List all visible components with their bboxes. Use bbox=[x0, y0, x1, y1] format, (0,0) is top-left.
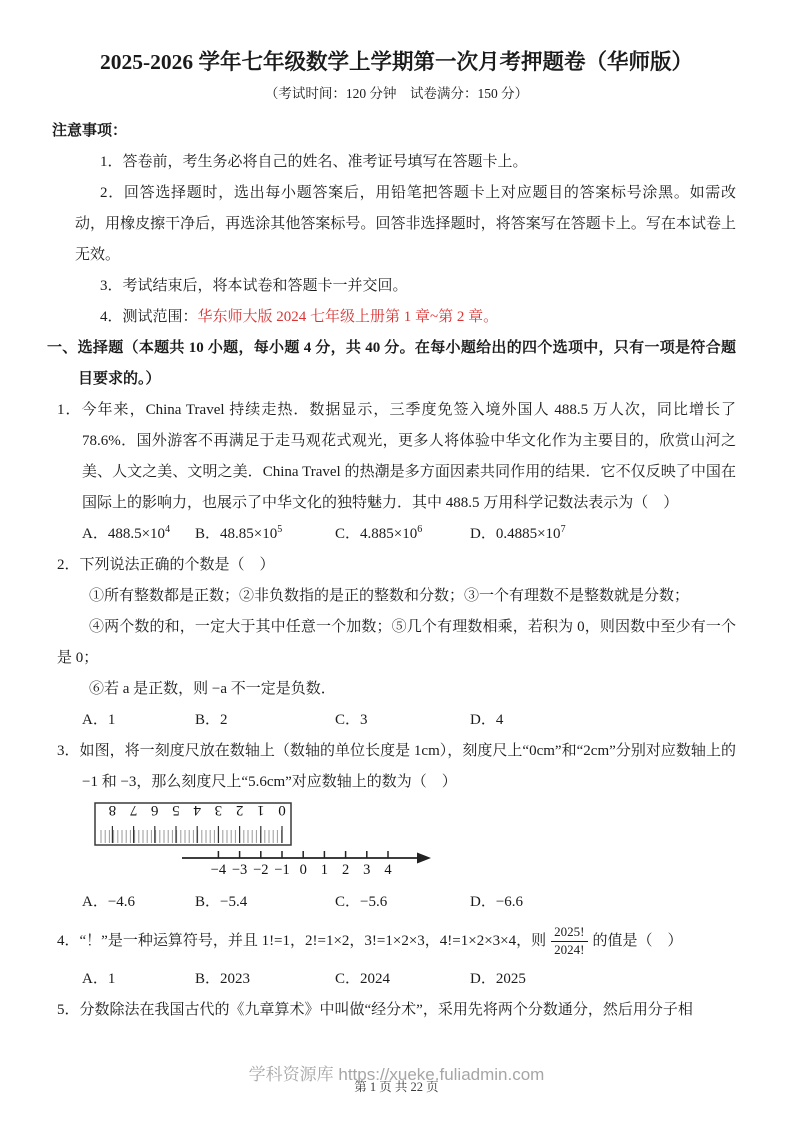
question-2-statements-1: ①所有整数都是正数；②非负数指的是正的整数和分数；③一个有理数不是整数就是分数； bbox=[89, 588, 690, 604]
svg-text:0: 0 bbox=[278, 802, 286, 818]
svg-text:−1: −1 bbox=[274, 862, 290, 878]
svg-text:7: 7 bbox=[129, 802, 138, 818]
option-value: 4.885×10 bbox=[360, 526, 418, 542]
notice-item-3: 3．考试结束后，将本试卷和答题卡一并交回。 bbox=[100, 278, 408, 294]
svg-text:3: 3 bbox=[363, 862, 371, 878]
page-title: 2025-2026 学年七年级数学上学期第一次月考押题卷（华师版） bbox=[99, 50, 694, 74]
option-a bbox=[82, 705, 195, 736]
section-1-heading: 一、选择题（本题共 10 小题，每小题 4 分，共 40 分。在每小题给出的四个选项中，只有一项是符合题目要求的。） bbox=[47, 340, 736, 387]
question-4-options bbox=[57, 964, 736, 995]
svg-text:8: 8 bbox=[108, 802, 117, 818]
option-value: 3 bbox=[360, 712, 368, 728]
option-d bbox=[470, 964, 526, 995]
option-a bbox=[82, 887, 195, 918]
option-label: A． bbox=[82, 894, 108, 910]
option-label: D． bbox=[470, 712, 496, 728]
question-1: 1．今年来，China Travel 持续走热．数据显示，三季度免签入境外国人 488.5 万人次，同比增长了 78.6%．国外游客不再满足于走马观花式观光，更多人将体验中华文化作为主要目的，欣赏山河之美、人文之美、文明之美．China Travel 的热潮是多方面因素共同作用的结果．它不仅反映了中国在国际上的影响力，也展示了中华文化的独特魅力．其中 488.5 万用科学记数法表示为（ ） bbox=[57, 402, 736, 511]
option-value: −4.6 bbox=[107, 894, 136, 910]
svg-text:4: 4 bbox=[193, 802, 201, 818]
notice-item-1: 1．答卷前，考生务必将自己的姓名、准考证号填写在答题卡上。 bbox=[100, 154, 528, 170]
option-value: 0.4885×10 bbox=[495, 526, 561, 542]
option-c bbox=[335, 964, 470, 995]
svg-text:0: 0 bbox=[299, 862, 307, 878]
option-b bbox=[195, 705, 335, 736]
option-exponent: 5 bbox=[277, 524, 283, 535]
option-value: 488.5×10 bbox=[107, 526, 166, 542]
svg-text:6: 6 bbox=[151, 802, 159, 818]
option-label: C． bbox=[335, 712, 361, 728]
option-value: 48.85×10 bbox=[220, 526, 278, 542]
option-label: B． bbox=[195, 526, 221, 542]
option-value: −5.4 bbox=[220, 894, 248, 910]
notice-item-2: 2．回答选择题时，选出每小题答案后，用铅笔把答题卡上对应题目的答案标号涂黑。如需改动，用橡皮擦干净后，再选涂其他答案标号。回答非选择题时，将答案写在答题卡上。写在本试卷上无效。 bbox=[75, 185, 736, 263]
notice-item-4-scope: 华东师大版 2024 七年级上册第 1 章~第 2 章。 bbox=[197, 309, 499, 325]
question-2-options bbox=[57, 705, 736, 736]
option-label: B． bbox=[195, 971, 221, 987]
option-label: C． bbox=[335, 526, 361, 542]
watermark-text: 学科资源库 https://xueke.fuliadmin.com bbox=[248, 1065, 545, 1084]
option-label: D． bbox=[470, 971, 496, 987]
option-c bbox=[335, 519, 470, 550]
option-b bbox=[195, 519, 335, 550]
question-1-options bbox=[57, 519, 736, 550]
question-3-options bbox=[57, 887, 736, 918]
svg-text:4: 4 bbox=[384, 862, 392, 878]
question-2-statements-3: ⑥若 a 是正数，则 −a 不一定是负数． bbox=[89, 681, 336, 697]
option-exponent: 6 bbox=[417, 524, 423, 535]
q3-number-line-figure bbox=[75, 800, 447, 880]
option-b bbox=[195, 887, 335, 918]
svg-text:−3: −3 bbox=[231, 862, 248, 878]
option-label: D． bbox=[470, 894, 496, 910]
notice-heading: 注意事项： bbox=[52, 123, 128, 139]
q4-text-after-fraction: 的值是（ ） bbox=[592, 932, 683, 949]
option-value: −6.6 bbox=[495, 894, 524, 910]
option-label: A． bbox=[82, 971, 108, 987]
svg-text:3: 3 bbox=[214, 802, 223, 818]
fraction-denominator: 2024! bbox=[554, 941, 585, 957]
option-label: A． bbox=[82, 526, 108, 542]
option-value: 1 bbox=[107, 712, 116, 728]
option-d bbox=[470, 887, 523, 918]
option-d bbox=[470, 705, 503, 736]
option-value: 2024 bbox=[360, 971, 391, 987]
q4-fraction bbox=[551, 924, 587, 958]
question-2: 2．下列说法正确的个数是（ ） bbox=[57, 557, 275, 573]
question-4 bbox=[57, 918, 736, 964]
notice-item-4 bbox=[57, 302, 736, 333]
option-label: A． bbox=[82, 712, 108, 728]
fraction-numerator: 2025! bbox=[551, 924, 587, 941]
option-label: B． bbox=[195, 894, 221, 910]
option-label: D． bbox=[470, 526, 496, 542]
question-2-statements-2: ④两个数的和，一定大于其中任意一个加数；⑤几个有理数相乘，若积为 0，则因数中至少有一个是 0； bbox=[57, 619, 736, 666]
svg-text:−4: −4 bbox=[210, 862, 227, 878]
option-c bbox=[335, 887, 470, 918]
notice-item-4-prefix: 4．测试范围： bbox=[100, 309, 198, 325]
q4-text-before-fraction: 4．“！”是一种运算符号，并且 1!=1，2!=1×2，3!=1×2×3，4!=1×2×3×4，则 bbox=[57, 932, 547, 949]
option-label: C． bbox=[335, 894, 361, 910]
svg-text:−2: −2 bbox=[253, 862, 269, 878]
svg-text:2: 2 bbox=[235, 802, 244, 818]
page-number: 第 1 页 共 22 页 bbox=[354, 1080, 439, 1094]
option-exponent: 7 bbox=[560, 524, 566, 535]
question-3: 3．如图，将一刻度尺放在数轴上（数轴的单位长度是 1cm），刻度尺上“0cm”和“2cm”分别对应数轴上的 −1 和 −3，那么刻度尺上“5.6cm”对应数轴上的数为（ ） bbox=[57, 743, 736, 790]
svg-text:1: 1 bbox=[320, 862, 329, 878]
option-c bbox=[335, 705, 470, 736]
option-b bbox=[195, 964, 335, 995]
option-value: 2023 bbox=[220, 971, 251, 987]
q3-figure bbox=[75, 800, 736, 885]
option-a bbox=[82, 964, 195, 995]
option-value: 2 bbox=[220, 712, 228, 728]
svg-text:1: 1 bbox=[257, 802, 265, 818]
svg-text:5: 5 bbox=[172, 802, 180, 818]
question-5: 5．分数除法在我国古代的《九章算术》中叫做“经分术”，采用先将两个分数通分，然后用分子相 bbox=[57, 1002, 693, 1018]
option-label: C． bbox=[335, 971, 361, 987]
option-a bbox=[82, 519, 195, 550]
option-label: B． bbox=[195, 712, 221, 728]
option-value: 1 bbox=[107, 971, 116, 987]
option-value: 2025 bbox=[495, 971, 526, 987]
option-value: 4 bbox=[495, 712, 504, 728]
option-exponent: 4 bbox=[165, 524, 171, 535]
exam-subtitle: （考试时间：120 分钟 试卷满分：150 分） bbox=[264, 86, 529, 101]
svg-text:2: 2 bbox=[341, 862, 350, 878]
option-value: −5.6 bbox=[360, 894, 388, 910]
option-d bbox=[470, 519, 566, 550]
